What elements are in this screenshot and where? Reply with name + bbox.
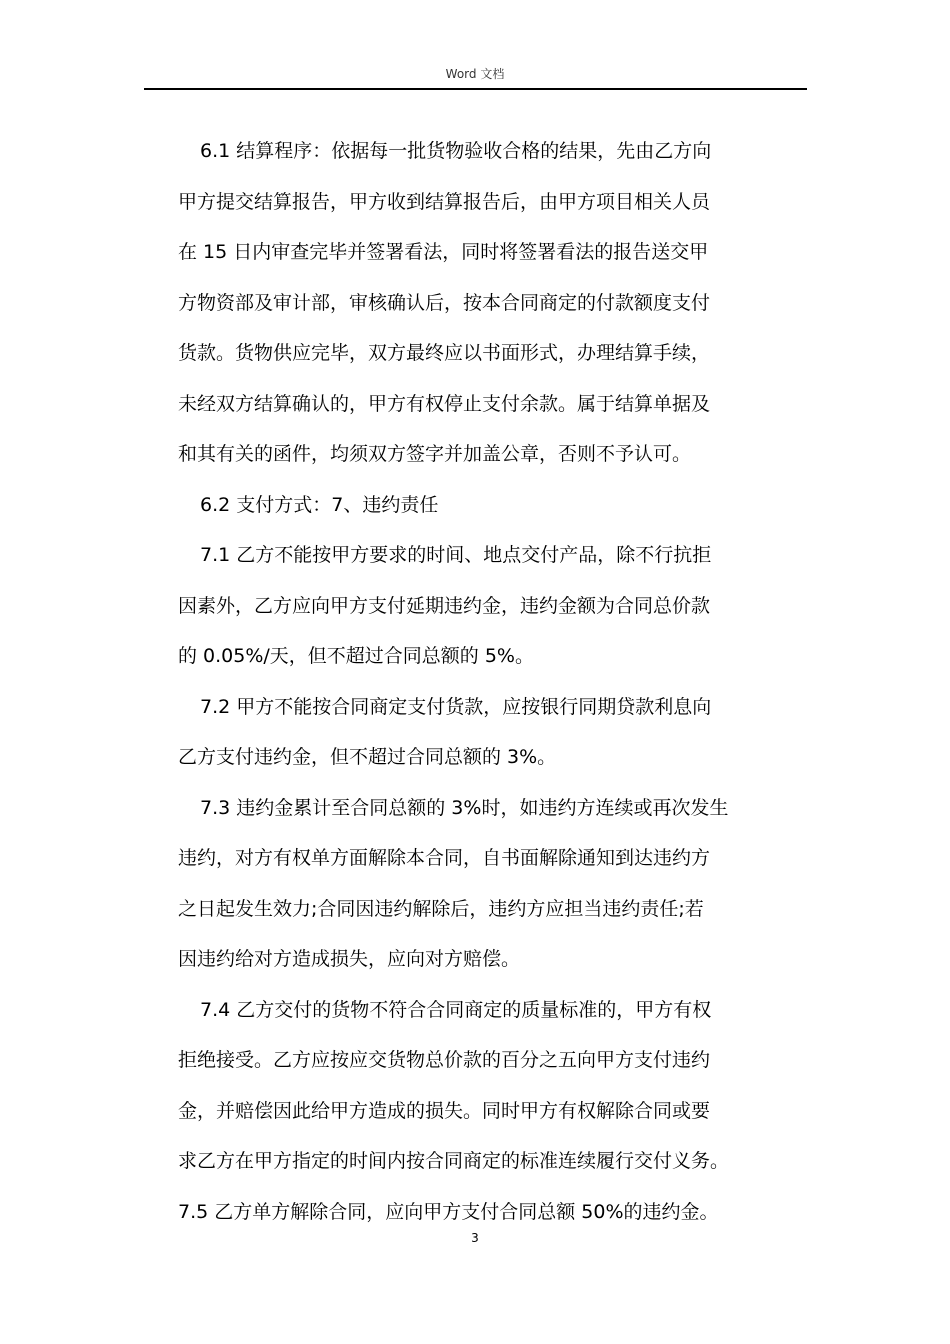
paragraph-7-2-line-1: 7.2 甲方不能按合同商定支付货款，应按银行同期贷款利息向 — [200, 695, 712, 718]
header-divider — [144, 88, 807, 90]
paragraph-7-4-line-3: 金，并赔偿因此给甲方造成的损失。同时甲方有权解除合同或要 — [178, 1099, 711, 1122]
paragraph-7-1-line-1: 7.1 乙方不能按甲方要求的时间、地点交付产品，除不行抗拒 — [200, 544, 712, 566]
paragraph-7-3-line-2: 违约，对方有权单方面解除本合同，自书面解除通知到达违约方 — [178, 847, 711, 869]
paragraph-6-1-line-4: 方物资部及审计部，审核确认后，按本合同商定的付款额度支付 — [178, 291, 711, 314]
paragraph-7-3-line-1: 7.3 违约金累计至合同总额的 3%时，如违约方连续或再次发生 — [200, 796, 729, 819]
document-header: Word 文档 — [445, 67, 505, 81]
paragraph-7-4-line-2: 拒绝接受。乙方应按应交货物总价款的百分之五向甲方支付违约 — [178, 1049, 711, 1071]
paragraph-6-1-line-6: 未经双方结算确认的，甲方有权停止支付余款。属于结算单据及 — [178, 392, 711, 415]
paragraph-7-4-line-4: 求乙方在甲方指定的时间内按合同商定的标准连续履行交付义务。 — [178, 1150, 730, 1172]
paragraph-6-1-line-7: 和其有关的函件，均须双方签字并加盖公章，否则不予认可。 — [178, 443, 692, 465]
paragraph-6-1-line-3: 在 15 日内审查完毕并签署看法，同时将签署看法的报告送交甲 — [178, 241, 709, 263]
document-body — [178, 126, 818, 1237]
paragraph-7-1-line-2: 因素外，乙方应向甲方支付延期违约金，违约金额为合同总价款 — [178, 594, 711, 617]
paragraph-6-1-line-1: 6.1 结算程序：依据每一批货物验收合格的结果，先由乙方向 — [200, 140, 712, 162]
paragraph-7-5: 7.5 乙方单方解除合同，应向甲方支付合同总额 50%的违约金。 — [178, 1200, 719, 1223]
paragraph-7-3-line-3: 之日起发生效力;合同因违约解除后，违约方应担当违约责任;若 — [178, 897, 704, 920]
paragraph-6-1-line-5: 货款。货物供应完毕，双方最终应以书面形式，办理结算手续， — [178, 342, 711, 364]
page-number: 3 — [471, 1231, 479, 1245]
paragraph-7-1-line-3: 的 0.05%/天，但不超过合同总额的 5%。 — [178, 645, 534, 667]
paragraph-7-4-line-1: 7.4 乙方交付的货物不符合合同商定的质量标准的，甲方有权 — [200, 998, 712, 1021]
paragraph-7-3-line-4: 因违约给对方造成损失，应向对方赔偿。 — [178, 948, 521, 970]
paragraph-7-2-line-2: 乙方支付违约金，但不超过合同总额的 3%。 — [178, 746, 557, 768]
paragraph-6-2: 6.2 支付方式：7、违约责任 — [200, 493, 439, 516]
paragraph-6-1-line-2: 甲方提交结算报告，甲方收到结算报告后，由甲方项目相关人员 — [178, 190, 711, 213]
